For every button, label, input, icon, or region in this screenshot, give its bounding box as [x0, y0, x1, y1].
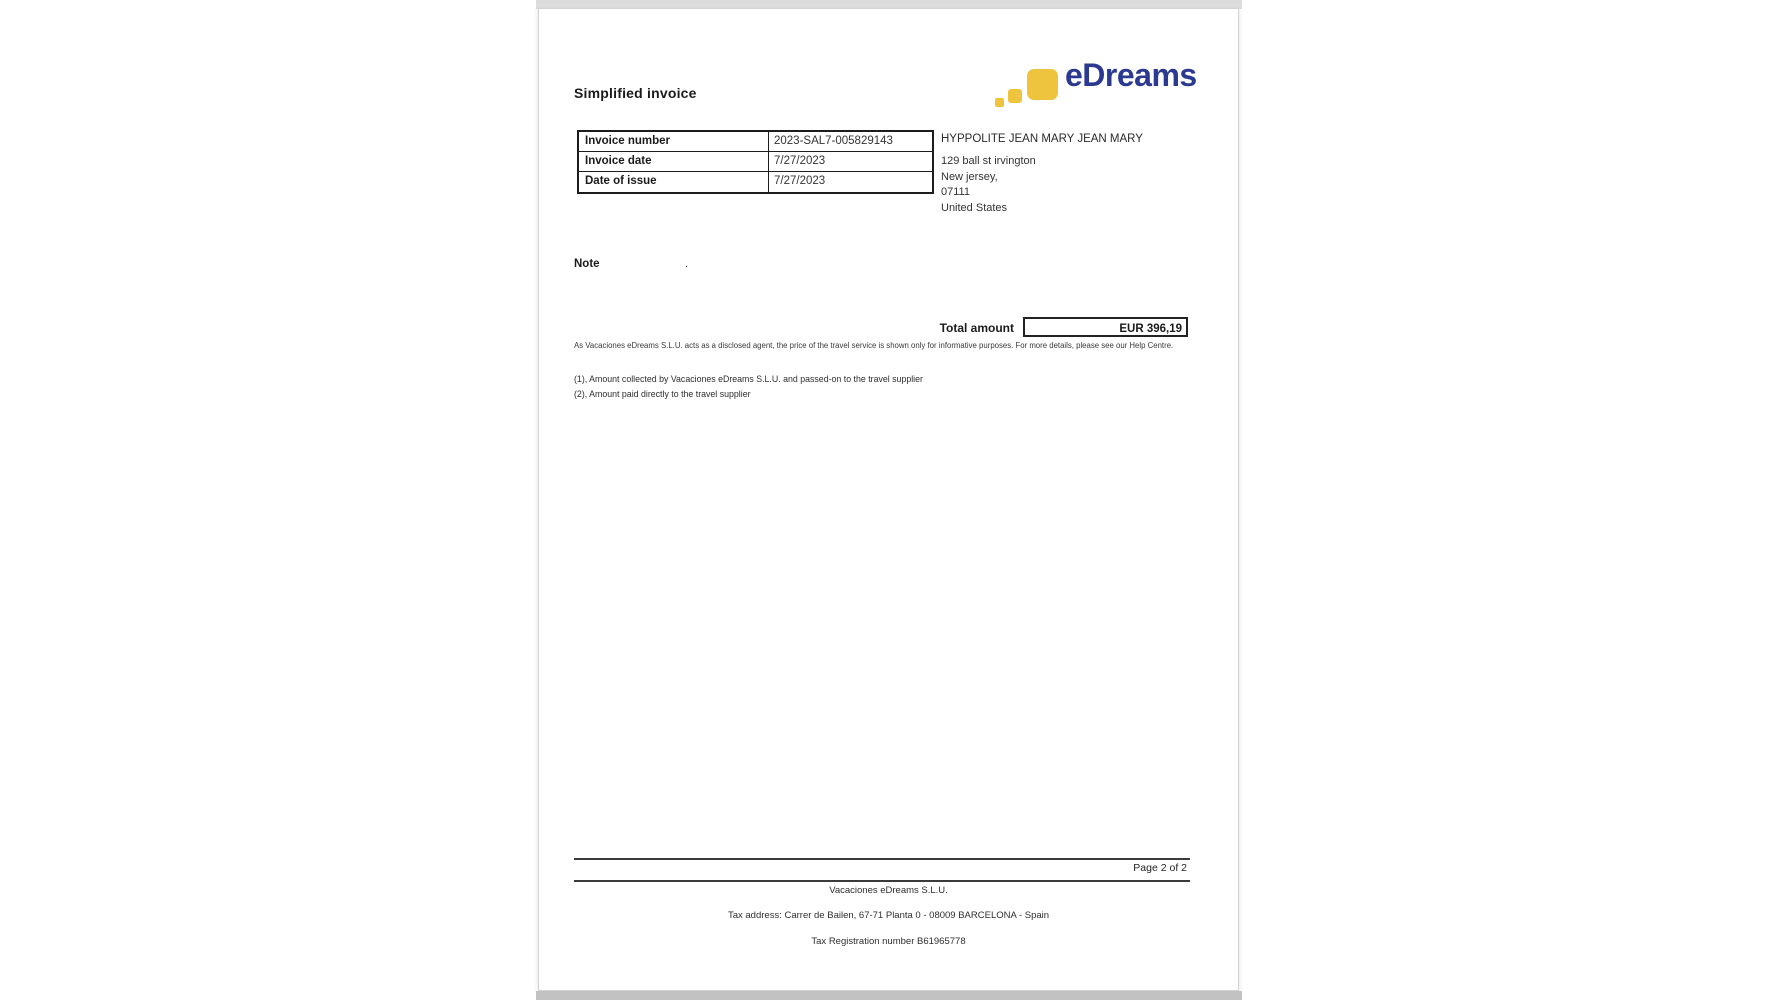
invoice-page	[538, 9, 1239, 991]
total-amount-label: Total amount	[939, 321, 1014, 335]
page-gap-bottom	[536, 991, 1242, 1000]
recipient-name: HYPPOLITE JEAN MARY JEAN MARY	[941, 133, 1143, 145]
edreams-logo	[989, 51, 1209, 111]
recipient-address-line: 129 ball st irvington	[941, 155, 1036, 167]
footnote-1: (1), Amount collected by Vacaciones eDreams S.L.U. and passed-on to the travel supplier	[574, 374, 923, 384]
footer-rule-bottom	[574, 880, 1190, 882]
table-row	[579, 172, 932, 192]
page-indicator: Page 2 of 2	[1133, 862, 1187, 874]
logo-square-medium-icon	[1008, 89, 1022, 103]
logo-square-large-icon	[1027, 69, 1058, 100]
invoice-number-value: 2023-SAL7-005829143	[774, 135, 893, 147]
recipient-block	[941, 133, 1143, 216]
total-amount-value: EUR 396,19	[1119, 323, 1182, 335]
invoice-date-label: Invoice date	[579, 152, 769, 171]
invoice-date-value: 7/27/2023	[774, 155, 826, 167]
recipient-address-line: United States	[941, 201, 1008, 214]
page-gap-top	[536, 0, 1242, 9]
page-title: Simplified invoice	[574, 85, 697, 101]
table-row	[579, 152, 932, 172]
date-of-issue-label: Date of issue	[579, 172, 769, 192]
recipient-address-line: New jersey,	[941, 170, 998, 183]
note-label: Note	[574, 258, 600, 270]
recipient-address-line: 07111	[941, 186, 970, 198]
logo-wordmark: eDreams	[1065, 57, 1197, 93]
logo-square-small-icon	[995, 98, 1004, 107]
footer-rule-top	[574, 858, 1190, 860]
date-of-issue-value: 7/27/2023	[774, 175, 826, 187]
table-row	[579, 132, 932, 152]
disclaimer-text: As Vacaciones eDreams S.L.U. acts as a disclosed agent, the price of the travel service is shown only for informative purposes. For more details, please see our Help Centre.	[574, 341, 1174, 350]
footer-tax-registration: Tax Registration number B61965778	[811, 936, 966, 947]
total-amount-box	[1023, 317, 1188, 337]
invoice-number-label: Invoice number	[579, 132, 769, 151]
invoice-meta-table	[577, 130, 934, 194]
footnote-2: (2), Amount paid directly to the travel supplier	[574, 389, 751, 399]
note-value: .	[685, 258, 689, 270]
footer-company-name: Vacaciones eDreams S.L.U.	[829, 885, 948, 896]
footer-tax-address: Tax address: Carrer de Bailen, 67-71 Planta 0 - 08009 BARCELONA - Spain	[727, 910, 1050, 921]
